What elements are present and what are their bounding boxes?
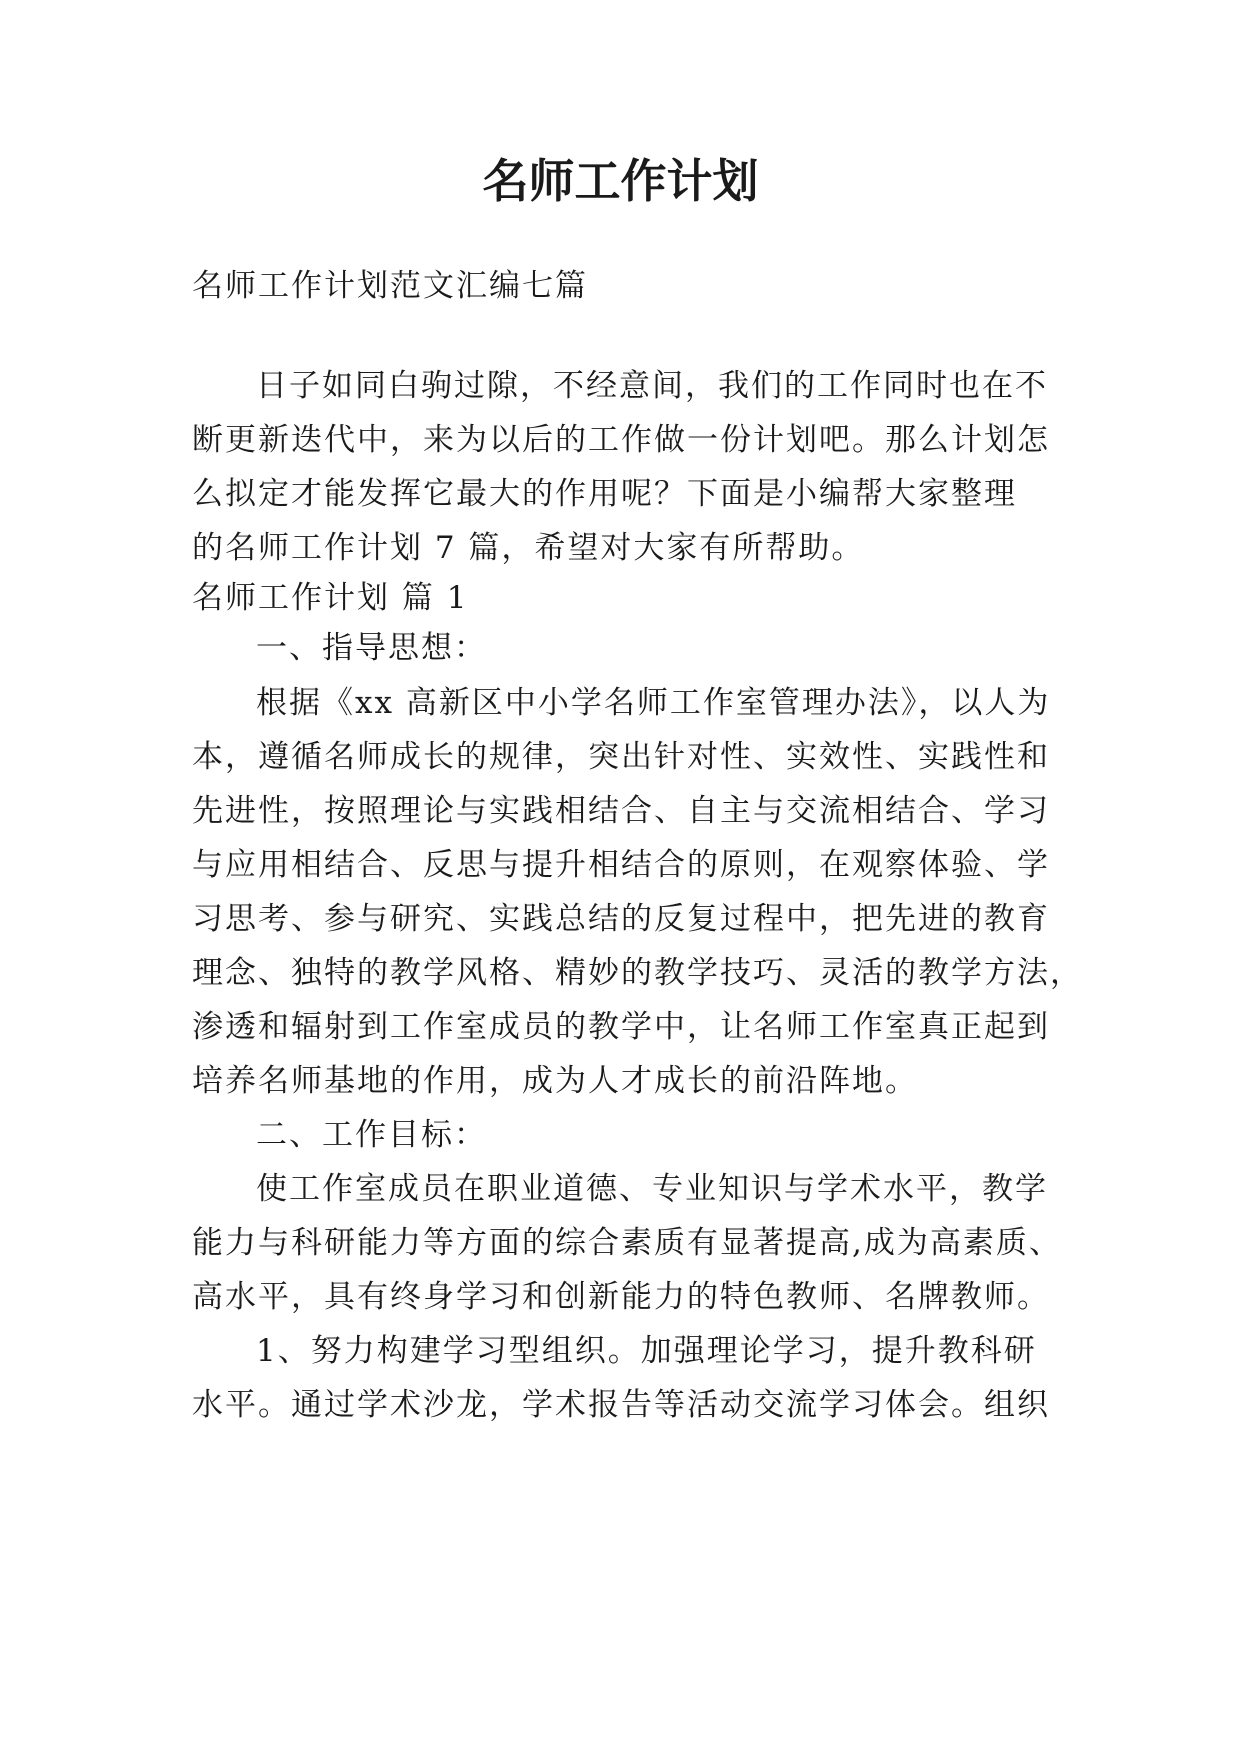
subsection-heading: 一、指导思想： — [256, 630, 487, 666]
paragraph-line: 日子如同白驹过隙，不经意间，我们的工作同时也在不 — [256, 368, 1048, 404]
paragraph-line: 本，遵循名师成长的规律，突出针对性、实效性、实践性和 — [192, 739, 1050, 775]
paragraph-line: 与应用相结合、反思与提升相结合的原则，在观察体验、学 — [192, 847, 1050, 883]
document-subtitle: 名师工作计划范文汇编七篇 — [192, 268, 588, 304]
paragraph-line: 渗透和辐射到工作室成员的教学中，让名师工作室真正起到 — [192, 1009, 1050, 1045]
paragraph-line: 根据《xx 高新区中小学名师工作室管理办法》，以人为 — [256, 685, 1051, 721]
paragraph-line: 1、努力构建学习型组织。加强理论学习，提升教科研 — [256, 1333, 1037, 1369]
paragraph-line: 先进性，按照理论与实践相结合、自主与交流相结合、学习 — [192, 793, 1050, 829]
subsection-heading: 二、工作目标： — [256, 1117, 487, 1153]
paragraph-line: 理念、独特的教学风格、精妙的教学技巧、灵活的教学方法， — [192, 955, 1083, 991]
paragraph-line: 能力与科研能力等方面的综合素质有显著提高,成为高素质、 — [192, 1225, 1062, 1261]
paragraph-line: 断更新迭代中，来为以后的工作做一份计划吧。那么计划怎 — [192, 422, 1050, 458]
paragraph-line: 培养名师基地的作用，成为人才成长的前沿阵地。 — [192, 1063, 918, 1099]
paragraph-line: 水平。通过学术沙龙，学术报告等活动交流学习体会。组织 — [192, 1387, 1050, 1423]
paragraph-line: 高水平，具有终身学习和创新能力的特色教师、名牌教师。 — [192, 1279, 1050, 1315]
paragraph-line: 习思考、参与研究、实践总结的反复过程中，把先进的教育 — [192, 901, 1050, 937]
document-title: 名师工作计划 — [482, 154, 759, 208]
section-heading: 名师工作计划 篇 1 — [192, 580, 469, 616]
paragraph-line: 么拟定才能发挥它最大的作用呢？下面是小编帮大家整理 — [192, 476, 1017, 512]
paragraph-line: 使工作室成员在职业道德、专业知识与学术水平，教学 — [256, 1171, 1048, 1207]
paragraph-line: 的名师工作计划 7 篇，希望对大家有所帮助。 — [192, 530, 865, 566]
